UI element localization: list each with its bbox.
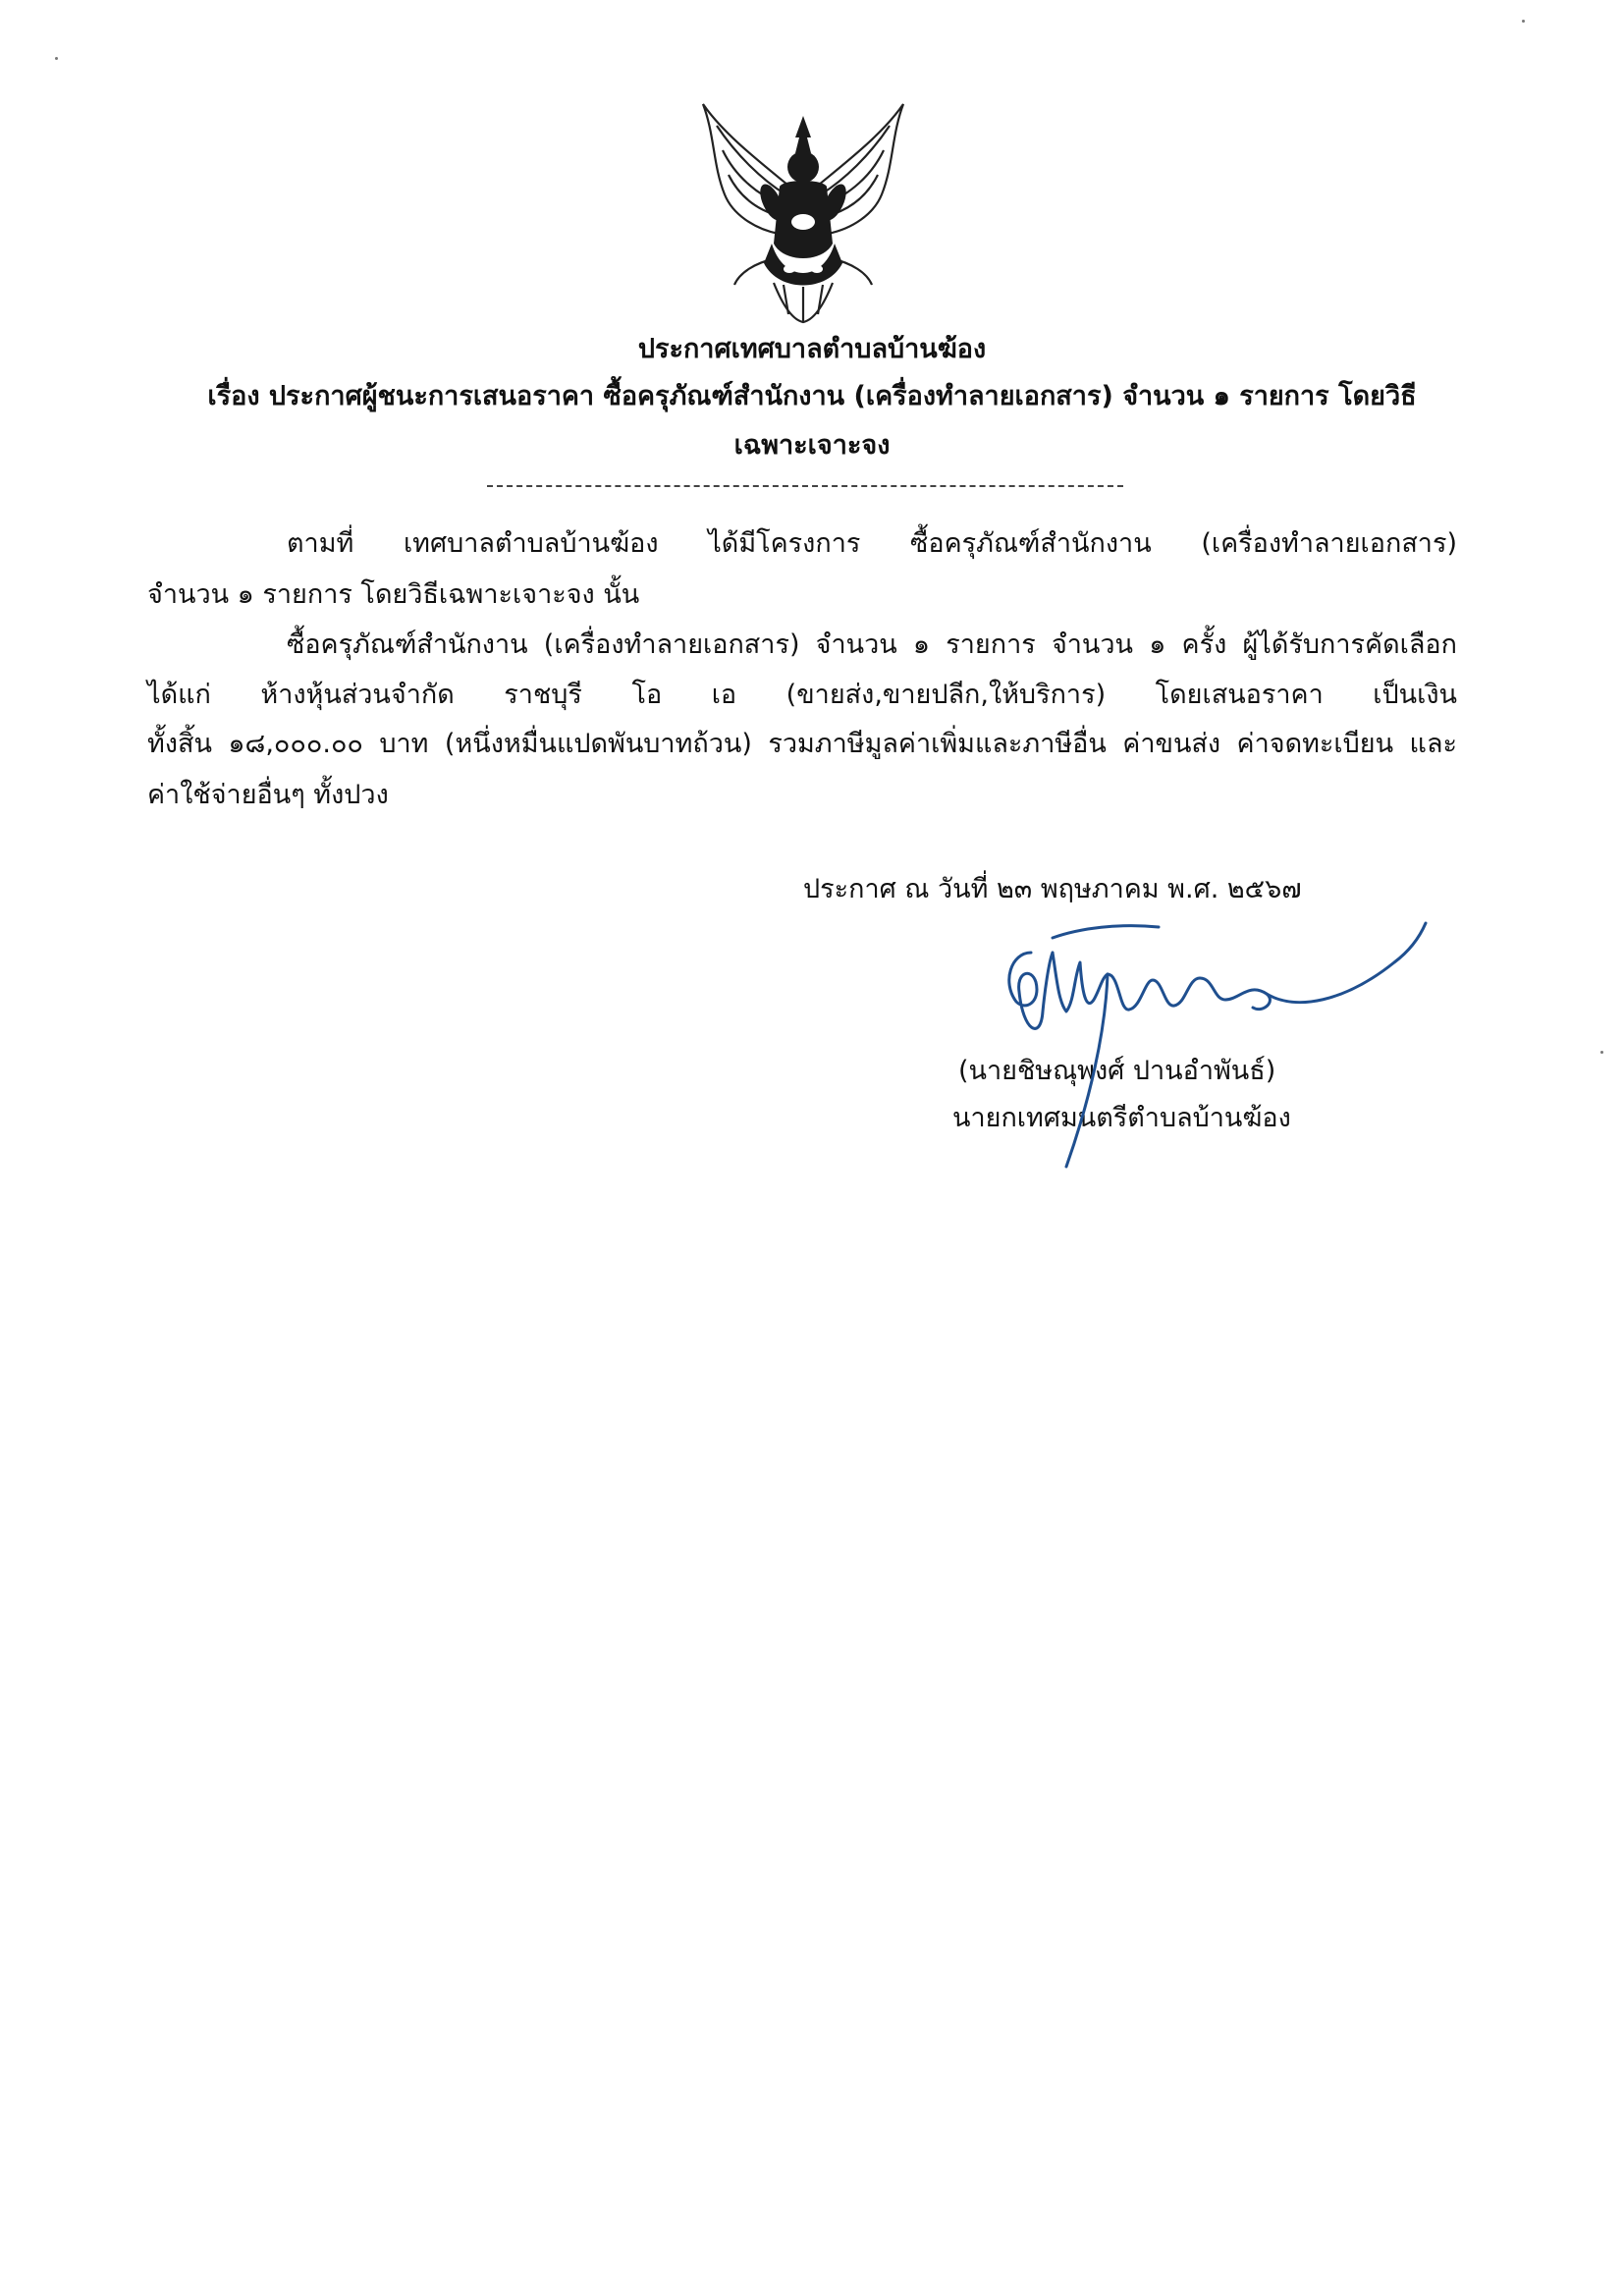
scan-speck [1522, 20, 1525, 23]
signatory-name: (นายชิษณุพงศ์ ปานอำพันธ์) [958, 1056, 1276, 1086]
announcement-subject: เรื่อง ประกาศผู้ชนะการเสนอราคา ซื้อครุภัณฑ์สำนักงาน (เครื่องทำลายเอกสาร) จำนวน ๑ รายการ โดยวิธี [207, 381, 1417, 411]
paragraph-1-line-1: ตามที่ เทศบาลตำบลบ้านฆ้อง ได้มีโครงการ ซื้อครุภัณฑ์สำนักงาน (เครื่องทำลายเอกสาร) [287, 528, 1457, 559]
paragraph-1-line-2: จำนวน ๑ รายการ โดยวิธีเฉพาะเจาะจง นั้น [147, 579, 640, 610]
paragraph-2-line-3: ทั้งสิ้น ๑๘,๐๐๐.๐๐ บาท (หนึ่งหมื่นแปดพันบาทถ้วน) รวมภาษีมูลค่าเพิ่มและภาษีอื่น ค่าขนส่ง ค่าจดทะเบียน และ [147, 729, 1457, 759]
signatory-position: นายกเทศมนตรีตำบลบ้านฆ้อง [952, 1103, 1291, 1133]
scan-speck [1600, 1051, 1603, 1054]
announcement-title: ประกาศเทศบาลตำบลบ้านฆ้อง [637, 334, 987, 364]
garuda-emblem [695, 96, 911, 324]
paragraph-2-line-1: ซื้อครุภัณฑ์สำนักงาน (เครื่องทำลายเอกสาร) จำนวน ๑ รายการ จำนวน ๑ ครั้ง ผู้ได้รับการคัดเลือก [287, 629, 1457, 660]
handwritten-signature [972, 884, 1434, 1178]
heading-separator [487, 485, 1123, 487]
announcement-subject-continued: เฉพาะเจาะจง [733, 430, 891, 461]
announcement-date: ประกาศ ณ วันที่ ๒๓ พฤษภาคม พ.ศ. ๒๕๖๗ [803, 874, 1302, 904]
paragraph-2-line-4: ค่าใช้จ่ายอื่นๆ ทั้งปวง [147, 780, 389, 810]
scan-speck [55, 57, 58, 60]
paragraph-2-line-2: ได้แก่ ห้างหุ้นส่วนจำกัด ราชบุรี โอ เอ (ขายส่ง,ขายปลีก,ให้บริการ) โดยเสนอราคา เป็นเงิน [147, 680, 1457, 710]
